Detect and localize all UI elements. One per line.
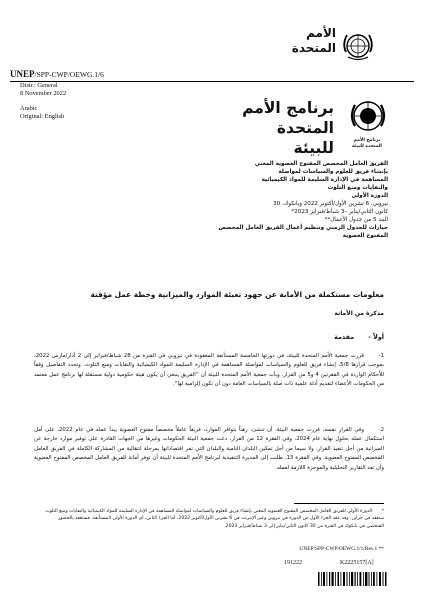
un-name-line1: الأمم: [306, 26, 336, 40]
meeting-line4: والنفايات ومنع التلوث: [327, 185, 388, 191]
unep-logo-icon: [346, 96, 390, 140]
agenda-title-line1: خيارات للجدول الزمني وتنظيم أعمال الفريق العامل المخصص: [218, 225, 388, 231]
unep-name-line1: برنامج الأمم: [242, 99, 334, 117]
meeting-block: [138, 160, 388, 240]
section-heading: [264, 333, 384, 341]
meeting-line2: بإنشاء فريق للعلوم والسياسات لمواصلة: [278, 169, 388, 175]
original-language: Original: English: [20, 112, 65, 120]
document-symbol: [10, 69, 414, 82]
un-emblem-icon: [338, 26, 378, 66]
meeting-line1: الفريق العامل المخصص المفتوح العضوية المعني: [254, 161, 388, 167]
paragraph-number: 1-: [378, 353, 384, 359]
job-number: K2225157[A]: [340, 560, 374, 566]
paragraph-text: قررت جمعية الأمم المتحدة للبيئة، في دورتها الخامسة المستأنفة المعقودة في نيروبي في الفترة من 28 شباط/فبراير إلى 2 آذار/مارس 2022، بموجب قرارها 5/8، إنشاء فريق للعلوم والسياسات لمواصلة المساهمة في الإدارة السليمة للمواد الكيميائية والنفايات ومنع التلوث. وتحدد التفاصيل وفقاً للأحكام الواردة في الفقرتين 4 و5 من القرار. وبأت جمعية الأمم المتحدة للبيئة أن ''الفريق ينبغي أن يكون هيئة حكومية دولية مستقلة لها برنامج عمل معتمد من الحكومات الأعضاء لتقديم أدلة علمية ذات صلة بالسياسات العامة دون أن تكون إلزامية لها''.: [34, 353, 384, 388]
distr-type: Distr.: General: [20, 82, 58, 89]
distribution-block: [20, 82, 140, 120]
language: Arabic: [20, 105, 38, 113]
footnote-2: [184, 546, 384, 552]
paragraph-text: وفي القرار نفسه، قررت جمعية البيئة، أن تنشئ، رهناً بتوافر الموارد، فريقاً عاملاً مخصصاً مفتوح العضوية يبدأ عمله في عام 2022، على أمل استكمال عمله بحلول نهاية عام 2024، وفي الفقرة 12 من القرار، دعت جمعية البيئة الحكومات وغيرها من الجهات القادرة على توفير موارد خارجة عن الميزانية من أجل تنفيذ القرار، ولا سيما من أجل تمكين البلدان النامية والبلدان التي تمر اقتصاداتها بمرحلة انتقالية من المشاركة الكاملة في الفريق العامل المخصص المفتوح العضوية. وفي الفقرة 13، طلبت إلى المديرة التنفيذية لبرنامج الأمم المتحدة للبيئة أن توفر أمانة للفريق العامل المخصص المفتوح العضوية وأن تعد التقارير التحليلية والموجزة اللازمة لعمله.: [34, 427, 385, 471]
session-name: الدورة الأولى: [351, 193, 388, 199]
un-name-line2: المتحدة: [291, 41, 336, 55]
footnote-ref: *: [381, 509, 384, 514]
footnote-separator: [294, 503, 384, 504]
symbol-prefix: UNEP: [10, 69, 35, 79]
footnote-text: UNEP/SPP-CWP/OEWG.1/1/Rev.1.: [298, 546, 378, 552]
job-code: 191222: [284, 560, 302, 566]
barcode-icon: [318, 572, 388, 586]
footnote-1: [44, 508, 384, 530]
footnote-text: الدورة الأولى للفريق العامل المخصص المفتوح العضوية المعني بإنشاء فريق للعلوم والسياسات لمواصلة المساهمة في الإدارة السليمة للمواد الكيميائية والنفايات ومنع التلوث ستعقد في جزأين. وقد عقد الجزء الأول من الدورة في نيروبي وعبر الإنترنت في 6 تشرين الأول/أكتوبر 2022، أما الجزء الثاني، أي الدورة الأولى المستأنفة، فستعقد بالحضور الشخصي في بانكوك في الفترة من 30 كانون الثاني/يناير إلى 3 شباط/فبراير 2023.: [45, 509, 384, 529]
unep-caption-line2: المتحدة للبيئة: [352, 143, 382, 149]
paragraph-number: 2-: [378, 427, 384, 433]
unep-logo-caption: [342, 138, 392, 149]
unep-caption-line1: برنامج الأمم: [353, 138, 381, 143]
venue-line1: نيروبي، 6 تشرين الأول/أكتوبر 2022 وبانكوك، 30: [273, 201, 388, 207]
document-title: معلومات مستكملة من الأمانة عن جهود تعبئة الموارد والميزانية وخطة عمل مؤقتة: [90, 290, 384, 299]
agenda-title-line2: المفتوح العضوية: [342, 233, 388, 239]
section-number: أولاً -: [368, 333, 384, 341]
agenda-item: البند 5 من جدول الأعمال**: [324, 217, 388, 223]
distr-date: 8 November 2022: [20, 89, 67, 97]
meeting-line3: المساهمة في الإدارة السليمة للمواد الكيميائية: [261, 177, 388, 183]
paragraph-1: [34, 352, 384, 390]
paragraph-2: [34, 426, 384, 473]
venue-line2: كانون الثاني/يناير –3 شباط/فبراير 2023*: [291, 209, 388, 215]
unep-name: [234, 98, 334, 158]
un-name: [276, 26, 336, 56]
footnote-ref: **: [378, 546, 384, 552]
document-subtitle: مذكرة من الأمانة: [334, 310, 384, 317]
symbol-rest: /SPP-CWP/OEWG.1/6: [34, 70, 104, 79]
section-title: مقدمة: [334, 333, 355, 341]
unep-name-line2: المتحدة للبيئة: [276, 119, 334, 157]
